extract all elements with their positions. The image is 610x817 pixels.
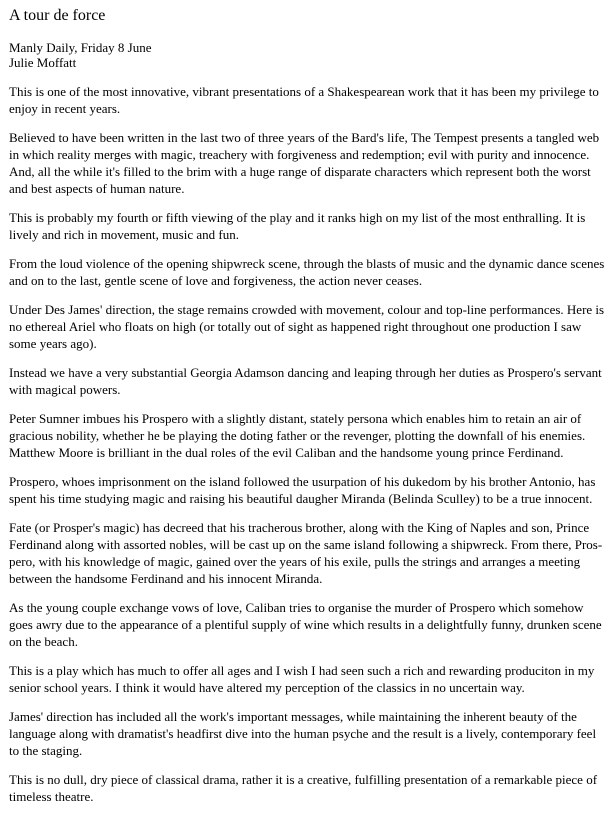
paragraph: From the loud violence of the opening shipwreck scene, through the blasts of music and the dynamic dance scenes and on to the last, gentle scene of love and forgiveness, the action never ceases. bbox=[9, 256, 605, 288]
paragraph: Prospero, whoes imprisonment on the island followed the usurpation of his dukedom by his brother Antonio, has spent his time studying magic and raising his beautiful daugher Miranda (Belinda Sculley) to be a true innocent. bbox=[9, 474, 596, 506]
article-title: A tour de force bbox=[9, 7, 106, 24]
paragraph: Instead we have a very substantial Georgia Adamson dancing and leaping through her duties as Prospero's servant with magical powers. bbox=[9, 365, 602, 397]
paragraph: Believed to have been written in the last two of three years of the Bard's life, The Tempest presents a tangled web in which reality merges with magic, treachery with forgiveness and redemption; evil with purity and innocence. And, all the while it's filled to the brim with a huge range of disparate characters which represent both the worst and best aspects of human nature. bbox=[9, 130, 600, 196]
paragraph: This is a play which has much to offer all ages and I wish I had seen such a rich and rewarding produciton in my senior school years. I think it would have altered my perception of the classics in no uncertain way. bbox=[9, 663, 595, 695]
paragraph: Under Des James' direction, the stage remains crowded with movement, colour and top-line performances. Here is no ethereal Ariel who floats on high (or totally out of sight as happened right throughout one production I saw some years ago). bbox=[9, 302, 605, 351]
paragraph: Fate (or Prosper's magic) has decreed that his tracherous brother, along with the King of Naples and son, Prince Ferdinand along with assorted nobles, will be cast up on the same island following a shipwreck. From there, Pros-pero, with his knowledge of magic, gained over the years of his exile, pulls the strings and arranges a meeting between the handsome Ferdinand and his innocent Miranda. bbox=[9, 520, 603, 586]
publication-line: Manly Daily, Friday 8 June bbox=[9, 40, 152, 55]
byline bbox=[9, 40, 605, 70]
paragraph: As the young couple exchange vows of love, Caliban tries to organise the murder of Prospero which somehow goes awry due to the appearance of a plentiful supply of wine which results in a delightfully funny, drunken scene on the beach. bbox=[9, 600, 602, 649]
article bbox=[9, 6, 605, 817]
paragraph: This is one of the most innovative, vibrant presentations of a Shakespearean work that it has been my privilege to enjoy in recent years. bbox=[9, 84, 599, 116]
author-name: Julie Moffatt bbox=[9, 55, 77, 70]
paragraph: Peter Sumner imbues his Prospero with a slightly distant, stately persona which enables him to retain an air of gracious nobility, whether he be playing the doting father or the revenger, plotting the downfall of his enemies. Matthew Moore is brilliant in the dual roles of the evil Caliban and the handsome young prince Ferdinand. bbox=[9, 411, 586, 460]
paragraph: This is no dull, dry piece of classical drama, rather it is a creative, fulfilling presentation of a remarkable piece of timeless theatre. bbox=[9, 772, 598, 804]
paragraph: James' direction has included all the work's important messages, while maintaining the inherent beauty of the language along with dramatist's headfirst dive into the human psyche and the result is a lively, contemporary feel to the staging. bbox=[9, 709, 597, 758]
paragraph: This is probably my fourth or fifth viewing of the play and it ranks high on my list of the most enthralling. It is lively and rich in movement, music and fun. bbox=[9, 210, 586, 242]
